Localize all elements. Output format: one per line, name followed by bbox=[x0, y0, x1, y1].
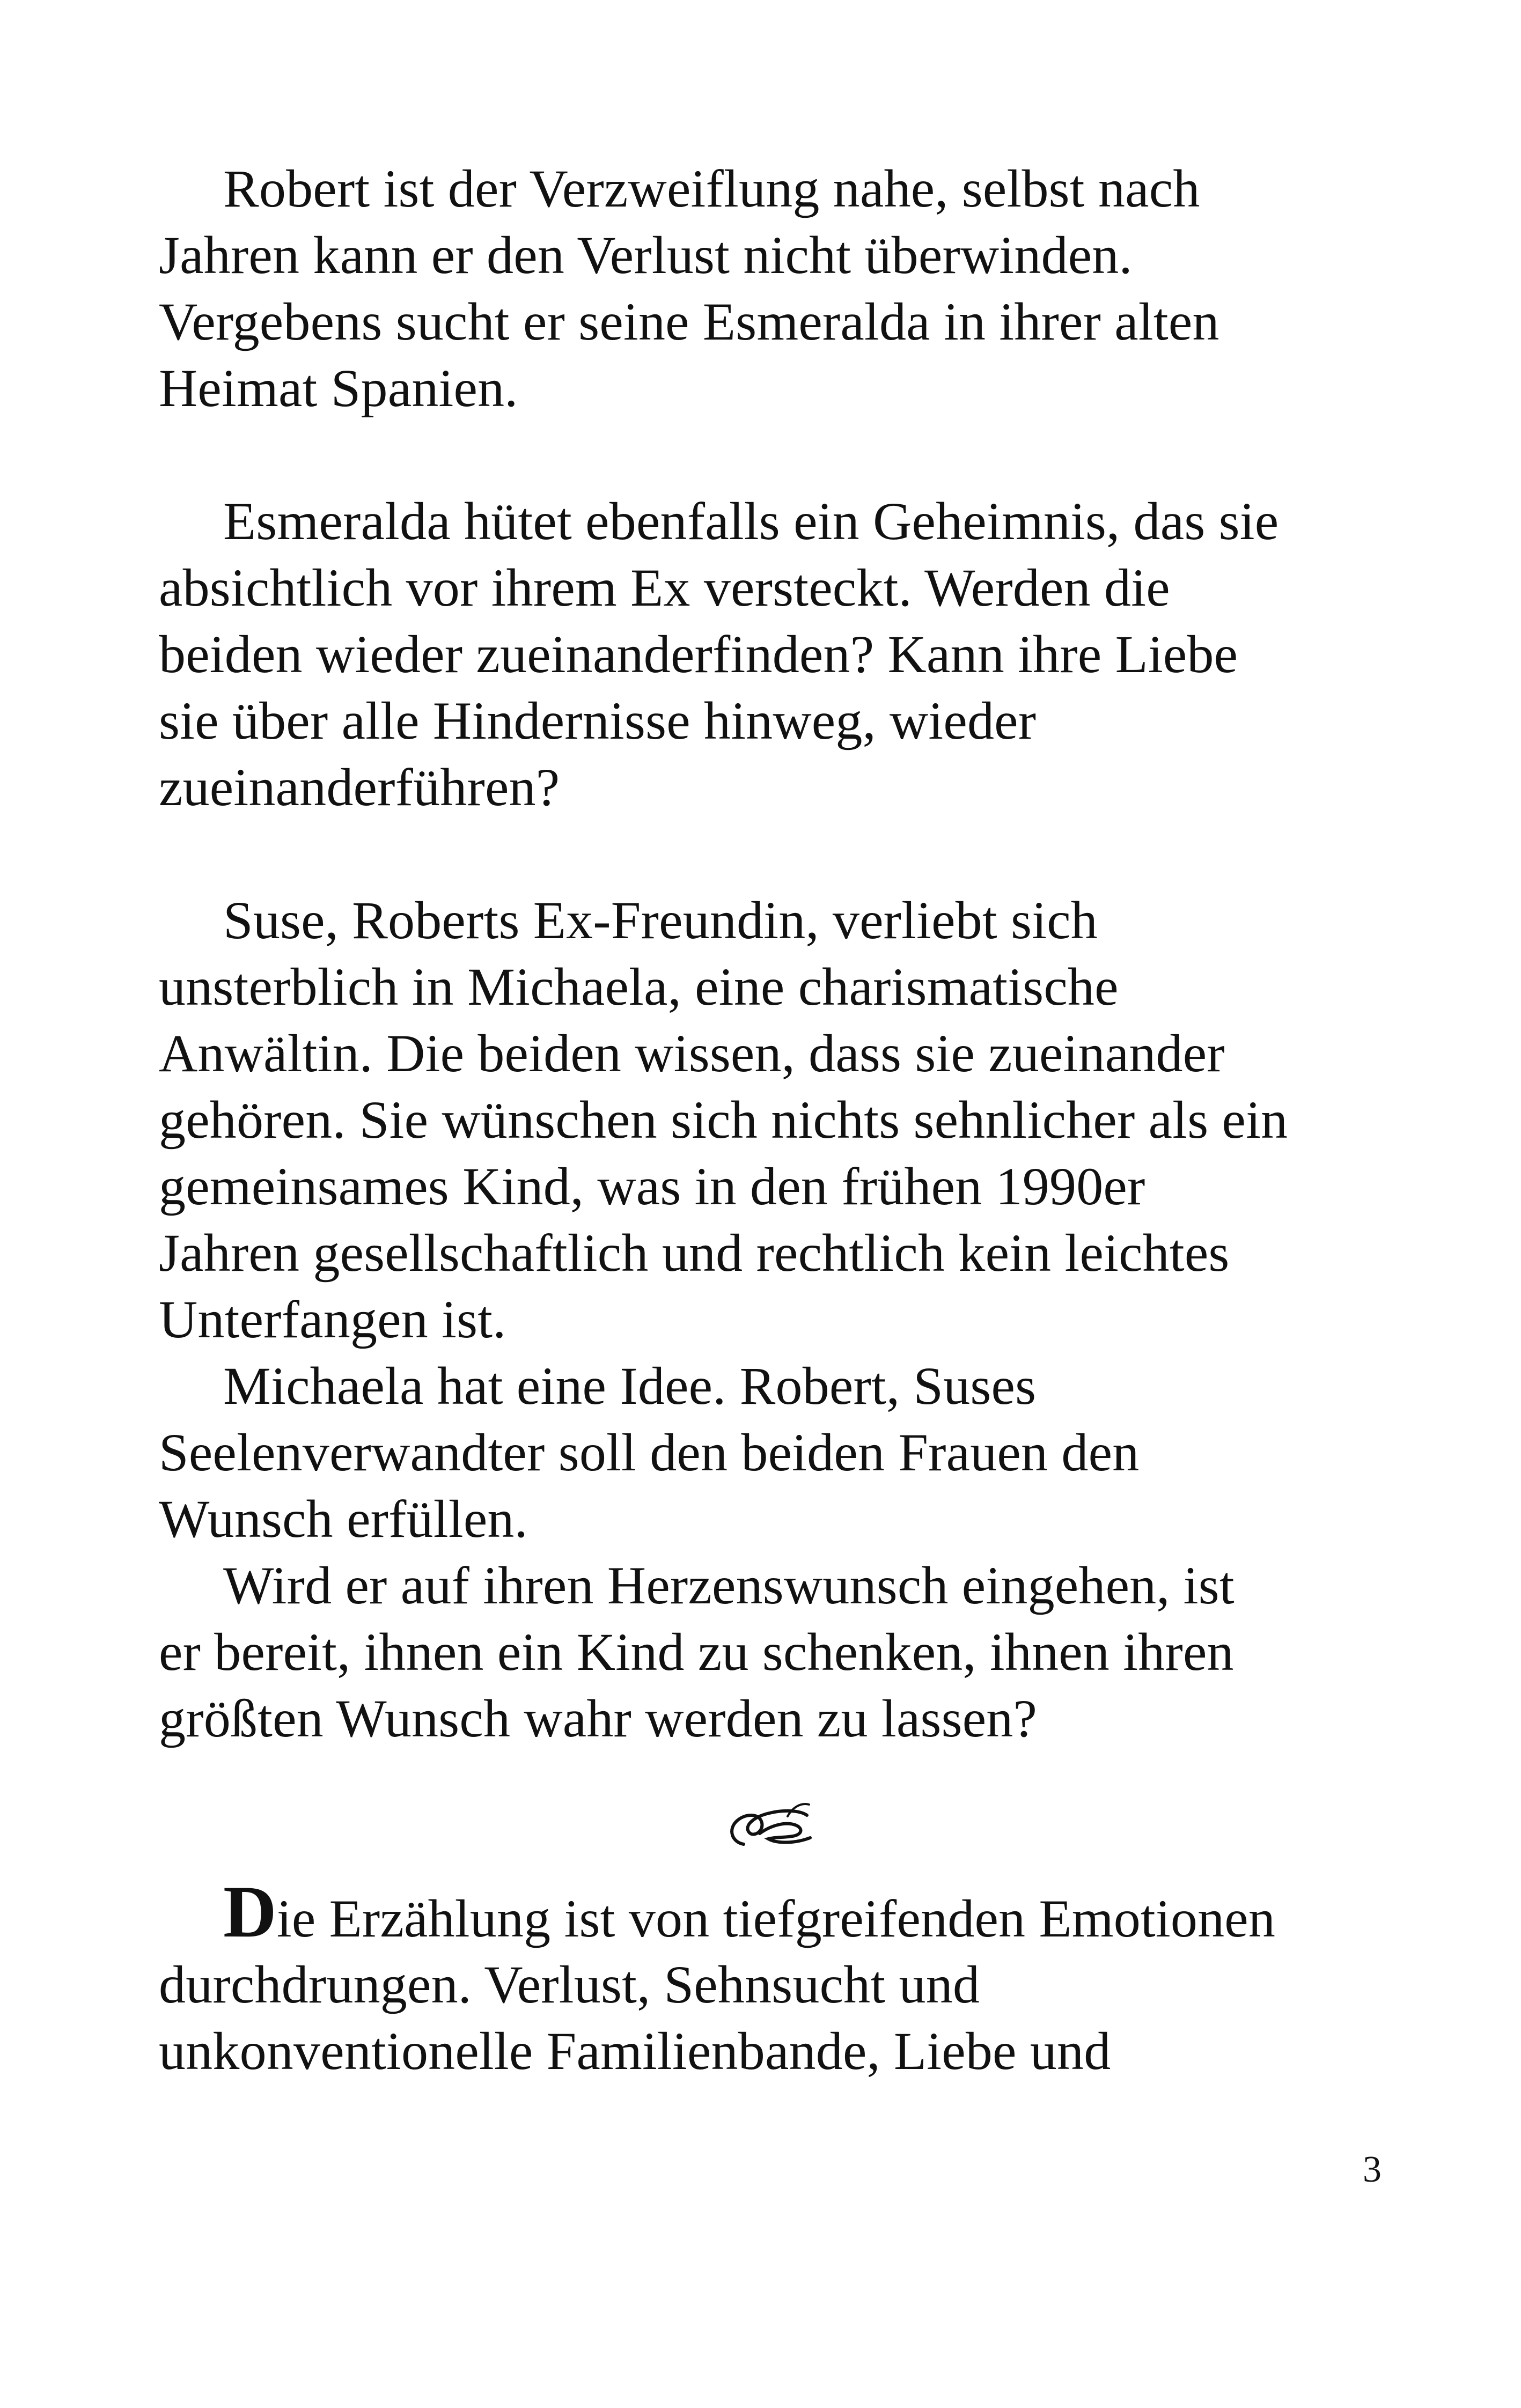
section-divider bbox=[159, 1752, 1393, 1885]
text-line: Unterfangen ist. bbox=[159, 1290, 506, 1349]
book-page bbox=[159, 156, 1393, 2085]
text-line: durchdrungen. Verlust, Sehnsucht und bbox=[159, 1955, 980, 2014]
paragraph-spacer bbox=[159, 821, 1393, 887]
text-line: Robert ist der Verzweiflung nahe, selbst nach bbox=[223, 159, 1200, 218]
paragraph-2 bbox=[159, 488, 1393, 821]
text-line-rest: ie Erzählung ist von tiefgreifenden Emotionen bbox=[276, 1889, 1276, 1948]
text-line: gehören. Sie wünschen sich nichts sehnlicher als ein bbox=[159, 1090, 1288, 1150]
text-line bbox=[159, 1871, 1393, 1953]
text-line: zueinanderführen? bbox=[159, 757, 560, 817]
text-line: sie über alle Hindernisse hinweg, wieder bbox=[159, 691, 1037, 750]
text-line: Heimat Spanien. bbox=[159, 358, 518, 418]
text-line: absichtlich vor ihrem Ex versteckt. Werden die bbox=[159, 558, 1170, 617]
page-number: 3 bbox=[1363, 2149, 1382, 2190]
text-line: beiden wieder zueinanderfinden? Kann ihre Liebe bbox=[159, 624, 1238, 684]
text-line: Michaela hat eine Idee. Robert, Suses bbox=[223, 1356, 1037, 1416]
text-line: unkonventionelle Familienbande, Liebe und bbox=[159, 2021, 1111, 2081]
paragraph-spacer bbox=[159, 422, 1393, 488]
text-line: er bereit, ihnen ein Kind zu schenken, ihnen ihren bbox=[159, 1622, 1234, 1682]
calligraphic-flourish-icon bbox=[722, 1795, 819, 1854]
paragraph-1 bbox=[159, 156, 1393, 422]
text-line: Esmeralda hütet ebenfalls ein Geheimnis, das sie bbox=[223, 491, 1279, 551]
drop-cap: D bbox=[223, 1871, 277, 1953]
text-line: Jahren gesellschaftlich und rechtlich kein leichtes bbox=[159, 1223, 1230, 1283]
text-line: Wird er auf ihren Herzenswunsch eingehen, ist bbox=[223, 1556, 1235, 1615]
text-line: Vergebens sucht er seine Esmeralda in ihrer alten bbox=[159, 292, 1219, 351]
paragraph-3 bbox=[159, 887, 1393, 1353]
text-line: Seelenverwandter soll den beiden Frauen den bbox=[159, 1423, 1140, 1482]
paragraph-5 bbox=[159, 1552, 1393, 1752]
text-line: größten Wunsch wahr werden zu lassen? bbox=[159, 1689, 1038, 1748]
text-line: gemeinsames Kind, was in den frühen 1990er bbox=[159, 1157, 1145, 1216]
paragraph-4 bbox=[159, 1353, 1393, 1552]
paragraph-6 bbox=[159, 1871, 1393, 2085]
text-line: unsterblich in Michaela, eine charismatische bbox=[159, 957, 1119, 1017]
text-line: Anwältin. Die beiden wissen, dass sie zueinander bbox=[159, 1023, 1225, 1083]
text-line: Wunsch erfüllen. bbox=[159, 1489, 528, 1549]
text-line: Jahren kann er den Verlust nicht überwinden. bbox=[159, 225, 1133, 285]
text-line: Suse, Roberts Ex-Freundin, verliebt sich bbox=[223, 890, 1098, 950]
